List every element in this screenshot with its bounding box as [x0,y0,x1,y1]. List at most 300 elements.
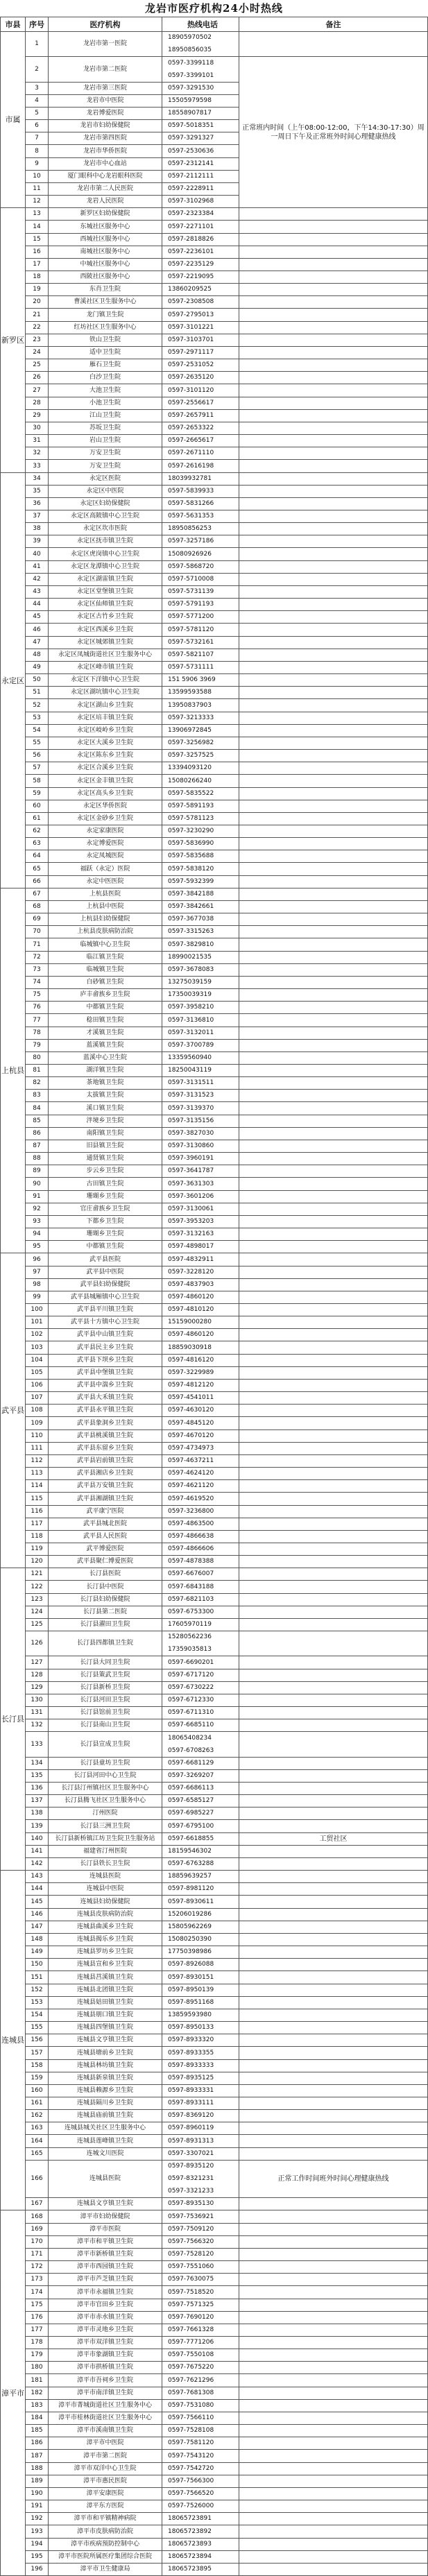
hotline-phone [162,1896,239,1909]
phone-number: 0597-3958210 [168,1004,214,1011]
hotline-phone [162,2135,239,2148]
phone-number: 0597-3136810 [168,1016,214,1024]
institution-name: 漳平东方医院 [49,2500,162,2513]
note-cell-empty [239,649,428,662]
row-seq: 185 [26,2425,49,2437]
institution-name: 连城县莒溪镇卫生院 [49,1971,162,1984]
institution-name: 中都镇卫生院 [49,1241,162,1253]
note-cell-empty [239,964,428,977]
row-seq: 12 [26,196,49,208]
phone-number: 0597-2312141 [168,160,214,167]
institution-name: 西陂社区服务中心 [49,271,162,284]
row-seq: 137 [26,1795,49,1808]
phone-number: 0597-3399118 [168,59,214,67]
phone-number: 0597-5838120 [168,865,214,873]
institution-name: 漳平市南洋镇卫生院 [49,2387,162,2400]
institution-name: 漳平市拱桥镇卫生院 [49,2362,162,2374]
hotline-phone [162,825,239,838]
phone-number: 0597-2236101 [168,248,214,255]
row-seq: 97 [26,1266,49,1279]
hotline-phone [162,750,239,762]
note-cell-empty [239,1858,428,1871]
hotline-phone [162,1619,239,1631]
institution-name: 武平县湘湖镇卫生院 [49,1493,162,1506]
institution-name: 武平康宁医院 [49,1506,162,1518]
institution-name: 龙岩人民医院 [49,196,162,208]
institution-name: 武平县中湍乡卫生院 [49,1380,162,1392]
hotline-phone [162,1468,239,1480]
hotline-phone [162,196,239,208]
row-seq: 21 [26,309,49,322]
hotline-phone [162,309,239,322]
note-cell-empty [239,1367,428,1380]
phone-number: 0597-6843188 [168,1583,214,1590]
phone-number: 18950856035 [168,46,212,53]
phone-number: 0597-7509120 [168,2226,214,2233]
hotline-phone [162,913,239,926]
row-seq: 134 [26,1758,49,1770]
row-seq: 139 [26,1820,49,1833]
institution-name: 永定区陈东乡卫生院 [49,750,162,762]
hotline-phone [162,57,239,83]
phone-number: 0597-6690201 [168,1658,214,1666]
hotline-phone [162,1606,239,1619]
phone-number: 0597-6717120 [168,1672,214,1678]
phone-number: 0597-3257525 [168,752,214,759]
row-seq: 99 [26,1291,49,1304]
phone-number: 0597-3236800 [168,1508,214,1515]
note-cell-empty [239,2412,428,2425]
note-cell-empty [239,1971,428,1984]
phone-number: 0597-4670120 [168,1432,214,1439]
row-seq: 149 [26,1946,49,1959]
note-cell-empty [239,1341,428,1355]
hotline-phone [162,1316,239,1329]
institution-name: 长汀县河田中心卫生院 [49,1770,162,1783]
note-cell-empty [239,624,428,637]
hotline-phone [162,2148,239,2161]
row-seq: 164 [26,2135,49,2148]
institution-name: 龙岩市中心血站 [49,158,162,171]
institution-name: 永定区中医院 [49,486,162,498]
phone-number: 0597-7566110 [168,2414,214,2421]
hotline-phone [162,171,239,183]
phone-number: 0597-3315263 [168,928,214,935]
row-seq: 155 [26,2022,49,2034]
hotline-phone [162,2047,239,2060]
row-seq: 173 [26,2274,49,2286]
hotline-phone [162,1153,239,1165]
row-seq: 151 [26,1971,49,1984]
institution-name: 龙岩市中医院 [49,95,162,108]
phone-number: 0597-2635120 [168,374,214,381]
phone-number: 0597-7550108 [168,2351,214,2358]
phone-number: 0597-3228120 [168,1269,214,1276]
note-cell-empty [239,2450,428,2463]
institution-name: 南阳镇卫生院 [49,1128,162,1140]
hotline-phone [162,1480,239,1493]
note-cell-empty [239,1531,428,1543]
institution-name: 西城社区服务中心 [49,234,162,246]
row-seq: 96 [26,1253,49,1266]
institution-name: 永定区合溪乡卫生院 [49,762,162,775]
note-cell-empty [239,32,428,57]
row-seq: 159 [26,2072,49,2085]
note-cell-empty [239,1820,428,1833]
hotline-phone [162,1808,239,1820]
note-cell-empty [239,296,428,309]
institution-name: 长汀县妇幼保健院 [49,1594,162,1606]
note-cell-empty [239,410,428,422]
phone-number: 0597-3307021 [168,2150,214,2157]
hotline-phone [162,1833,239,1846]
hotline-phone [162,1846,239,1858]
institution-name: 永定区金丰镇卫生院 [49,775,162,788]
phone-number: 15805962269 [168,1923,212,1930]
note-cell-empty [239,1518,428,1531]
hotline-phone [162,2525,239,2539]
phone-number: 0597-8951168 [168,1999,214,2006]
hotline-phone [162,901,239,913]
institution-name: 白沙卫生院 [49,372,162,384]
row-seq: 171 [26,2249,49,2261]
note-cell-empty [239,888,428,901]
institution-name: 连城县新泉镇卫生院 [49,2072,162,2085]
row-seq: 24 [26,347,49,359]
institution-name: 永定区金砂乡卫生院 [49,813,162,825]
hotline-phone [162,1279,239,1291]
note-cell-empty [239,2299,428,2312]
note-cell-empty [239,548,428,561]
phone-number: 18065723895 [168,2566,212,2573]
phone-number: 0597-6711310 [168,1709,214,1716]
phone-number: 0597-2228911 [168,185,214,192]
institution-name: 溪口镇卫生院 [49,1102,162,1115]
institution-name: 曹溪社区卫生服务中心 [49,296,162,309]
note-cell: 工贸社区 [239,1833,428,1846]
phone-number: 15206019286 [168,1911,212,1918]
institution-name: 龙岩市第二医院 [49,57,162,83]
phone-number: 0597-3953203 [168,1218,214,1225]
row-seq: 140 [26,1833,49,1846]
phone-number: 0597-7536921 [168,2213,214,2220]
phone-number: 0597-4866606 [168,1545,214,1552]
row-seq: 44 [26,599,49,611]
row-seq: 181 [26,2374,49,2387]
phone-number: 0597-2616198 [168,462,214,470]
note-cell-empty [239,1770,428,1783]
note-cell-empty [239,699,428,712]
note-cell-empty [239,1228,428,1241]
hotline-phone [162,1140,239,1153]
note-cell-empty [239,1153,428,1165]
row-seq: 101 [26,1316,49,1329]
note-cell-empty [239,2148,428,2161]
institution-name: 龙岩市妇幼保健院 [49,120,162,132]
phone-number: 0597-7621296 [168,2376,214,2384]
hotline-phone [162,2110,239,2122]
hotline-phone [162,2400,239,2412]
phone-number: 0597-2531052 [168,361,214,368]
note-cell-empty [239,2337,428,2349]
note-cell-empty [239,1795,428,1808]
institution-name: 庐丰畲族乡卫生院 [49,989,162,1002]
note-cell-empty [239,725,428,737]
note-cell-empty [239,611,428,624]
hotline-phone [162,347,239,359]
note-cell-empty [239,347,428,359]
institution-name: 武平县永平镇卫生院 [49,1405,162,1417]
phone-number: 15080250390 [168,1936,212,1943]
row-seq: 79 [26,1040,49,1052]
institution-name: 连城县揭乐乡卫生院 [49,1934,162,1946]
hotline-phone [162,1178,239,1191]
phone-number: 13275039159 [168,979,212,986]
institution-name: 中城社区服务中心 [49,259,162,271]
phone-number: 0597-4832911 [168,1255,214,1263]
phone-number: 0597-6686113 [168,1785,214,1792]
institution-name: 东城社区服务中心 [49,221,162,234]
note-cell-empty [239,1984,428,1997]
institution-name: 漳平市新桥镇卫生院 [49,2249,162,2261]
hotline-phone [162,2198,239,2210]
hotline-phone [162,2387,239,2400]
phone-number: 0597-8933111 [168,2100,214,2106]
institution-name: 厦门眼科中心龙岩眼科医院 [49,171,162,183]
institution-name: 步云乡卫生院 [49,1165,162,1178]
hotline-phone [162,574,239,586]
hotline-phone [162,586,239,599]
institution-name: 漳平市双洋镇卫生院 [49,2337,162,2349]
row-seq: 170 [26,2236,49,2249]
hotline-phone [162,888,239,901]
note-cell-empty [239,1656,428,1669]
row-seq: 64 [26,850,49,863]
institution-name: 永定区仙师镇卫生院 [49,599,162,611]
row-seq: 74 [26,977,49,989]
note-cell-empty [239,1581,428,1594]
institution-name: 永定区凤城街道社区卫生服务中心 [49,649,162,662]
institution-name: 白砂镇卫生院 [49,977,162,989]
phone-number: 0597-4630120 [168,1407,214,1414]
institution-name: 汀州医院 [49,1808,162,1820]
note-cell-empty [239,1128,428,1140]
hotline-phone [162,2097,239,2110]
note-cell: 正常工作时间班外时间心理健康热线 [239,2161,428,2198]
hotline-phone [162,1128,239,1140]
row-seq: 45 [26,611,49,624]
phone-number: 0597-7771206 [168,2339,214,2346]
row-seq: 146 [26,1909,49,1921]
hotline-phone [162,2463,239,2475]
hotline-phone [162,1216,239,1228]
hotline-phone [162,687,239,699]
note-cell-empty [239,1266,428,1279]
row-seq: 196 [26,2564,49,2576]
note-cell-empty [239,1896,428,1909]
row-seq: 143 [26,1871,49,1883]
phone-number: 0597-8981120 [168,1885,214,1892]
hotline-phone [162,2286,239,2299]
note-cell-empty [239,2400,428,2412]
phone-number: 0597-6618855 [168,1835,214,1842]
row-seq: 193 [26,2525,49,2539]
row-seq: 98 [26,1279,49,1291]
note-cell-empty [239,1430,428,1443]
note-cell-empty [239,1417,428,1430]
hotline-phone [162,234,239,246]
row-seq: 76 [26,1002,49,1014]
note-cell-empty [239,926,428,938]
institution-name: 漳平市桂林街道社区卫生服务中心 [49,2412,162,2425]
institution-name: 武平县十方镇中心卫生院 [49,1316,162,1329]
row-seq: 29 [26,410,49,422]
note-cell-empty [239,498,428,510]
row-seq: 93 [26,1216,49,1228]
institution-name: 大池卫生院 [49,384,162,397]
phone-number: 0597-7661328 [168,2326,214,2333]
phone-number: 0597-5732161 [168,639,214,646]
hotline-phone [162,2475,239,2488]
institution-name: 蓝溪镇卫生院 [49,1040,162,1052]
row-seq: 23 [26,334,49,347]
row-seq: 43 [26,586,49,599]
hotline-phone [162,1568,239,1581]
note-cell-empty [239,687,428,699]
hotline-phone [162,447,239,460]
phone-number: 0597-4845120 [168,1419,214,1427]
note-cell-empty [239,1002,428,1014]
phone-number: 18065723893 [168,2541,212,2548]
row-seq: 16 [26,246,49,259]
hotline-phone [162,523,239,535]
phone-number: 0597-5831266 [168,500,214,507]
row-seq: 19 [26,284,49,296]
institution-name: 武平县中医院 [49,1266,162,1279]
row-seq: 156 [26,2034,49,2047]
phone-number: 0597-7581120 [168,2439,214,2446]
row-seq: 128 [26,1669,49,1682]
note-cell-empty [239,1191,428,1203]
phone-number: 0597-3842661 [168,903,214,910]
note-cell-empty [239,599,428,611]
institution-name: 连城县朋口镇卫生院 [49,2009,162,2022]
note-cell-empty [239,208,428,221]
phone-number: 0597-5835688 [168,852,214,859]
phone-number: 0597-5018351 [168,122,214,129]
phone-number: 0597-6708263 [168,1746,214,1754]
hotline-phone [162,1405,239,1417]
row-seq: 92 [26,1203,49,1216]
row-seq: 40 [26,548,49,561]
row-seq: 33 [26,460,49,473]
phone-number: 0597-4621120 [168,1482,214,1489]
hotline-phone [162,2539,239,2551]
phone-number: 0597-3229989 [168,1369,214,1376]
note-cell-empty [239,1883,428,1896]
row-seq: 30 [26,422,49,435]
institution-name: 漳平市第二医院 [49,2450,162,2463]
row-seq: 138 [26,1808,49,1820]
phone-number: 0597-3101120 [168,386,214,394]
row-seq: 14 [26,221,49,234]
institution-name: 漳平市吾祠乡卫生院 [49,2374,162,2387]
row-seq: 39 [26,535,49,548]
institution-name: 永定区城郊镇卫生院 [49,637,162,649]
row-seq: 178 [26,2337,49,2349]
phone-number: 0597-3131511 [168,1079,214,1086]
institution-name: 长汀县宣成卫生院 [49,1732,162,1758]
row-seq: 100 [26,1304,49,1316]
institution-name: 万安卫生院 [49,460,162,473]
institution-name: 长汀县汀州镇社区卫生服务中心 [49,1783,162,1795]
hotline-phone [162,2249,239,2261]
phone-number: 0597-7630075 [168,2276,214,2283]
row-seq: 46 [26,624,49,637]
institution-name: 苏坂卫生院 [49,422,162,435]
phone-number: 17350039319 [168,991,212,998]
note-cell-empty [239,1556,428,1568]
hotline-phone [162,2337,239,2349]
note-cell-empty [239,2085,428,2097]
hotline-phone [162,486,239,498]
row-seq: 154 [26,2009,49,2022]
hotline-phone [162,1443,239,1455]
institution-name: 武平县岩前镇卫生院 [49,1455,162,1468]
row-seq: 175 [26,2299,49,2312]
note-cell-empty [239,1216,428,1228]
note-cell-empty [239,2387,428,2400]
phone-number: 0597-8935125 [168,2075,214,2081]
note-cell-empty [239,2122,428,2135]
institution-name: 雁石卫生院 [49,359,162,372]
hotline-phone [162,1581,239,1594]
phone-number: 0597-7681308 [168,2389,214,2396]
row-seq: 88 [26,1153,49,1165]
row-seq: 83 [26,1090,49,1102]
hotline-phone [162,1707,239,1719]
note-cell-empty [239,460,428,473]
row-seq: 150 [26,1959,49,1971]
row-seq: 157 [26,2047,49,2060]
institution-name: 连城县妇幼保健院 [49,1896,162,1909]
phone-number: 0597-4734973 [168,1445,214,1452]
phone-number: 0597-3256982 [168,739,214,746]
institution-name: 长汀县铁长卫生院 [49,1858,162,1871]
row-seq: 59 [26,788,49,800]
institution-name: 长汀县策武卫生院 [49,1669,162,1682]
phone-number: 0597-2308508 [168,298,214,305]
page-title: 龙岩市医疗机构24小时热线 [145,2,283,15]
institution-name: 连城县赖源乡卫生院 [49,2085,162,2097]
row-seq: 109 [26,1417,49,1430]
row-seq: 142 [26,1858,49,1871]
phone-number: 0597-3130061 [168,1205,214,1212]
phone-number: 13394093120 [168,764,212,771]
phone-number: 0597-4878388 [168,1558,214,1565]
hotline-phone [162,535,239,548]
phone-number: 0597-4860120 [168,1294,214,1300]
row-seq: 102 [26,1329,49,1341]
hotline-phone [162,624,239,637]
phone-number: 0597-6585127 [168,1797,214,1804]
row-seq: 115 [26,1493,49,1506]
institution-name: 武平县城厢镇中心卫生院 [49,1291,162,1304]
hotline-phone [162,183,239,196]
row-seq: 103 [26,1341,49,1355]
note-cell-empty [239,1707,428,1719]
hotline-phone [162,1770,239,1783]
